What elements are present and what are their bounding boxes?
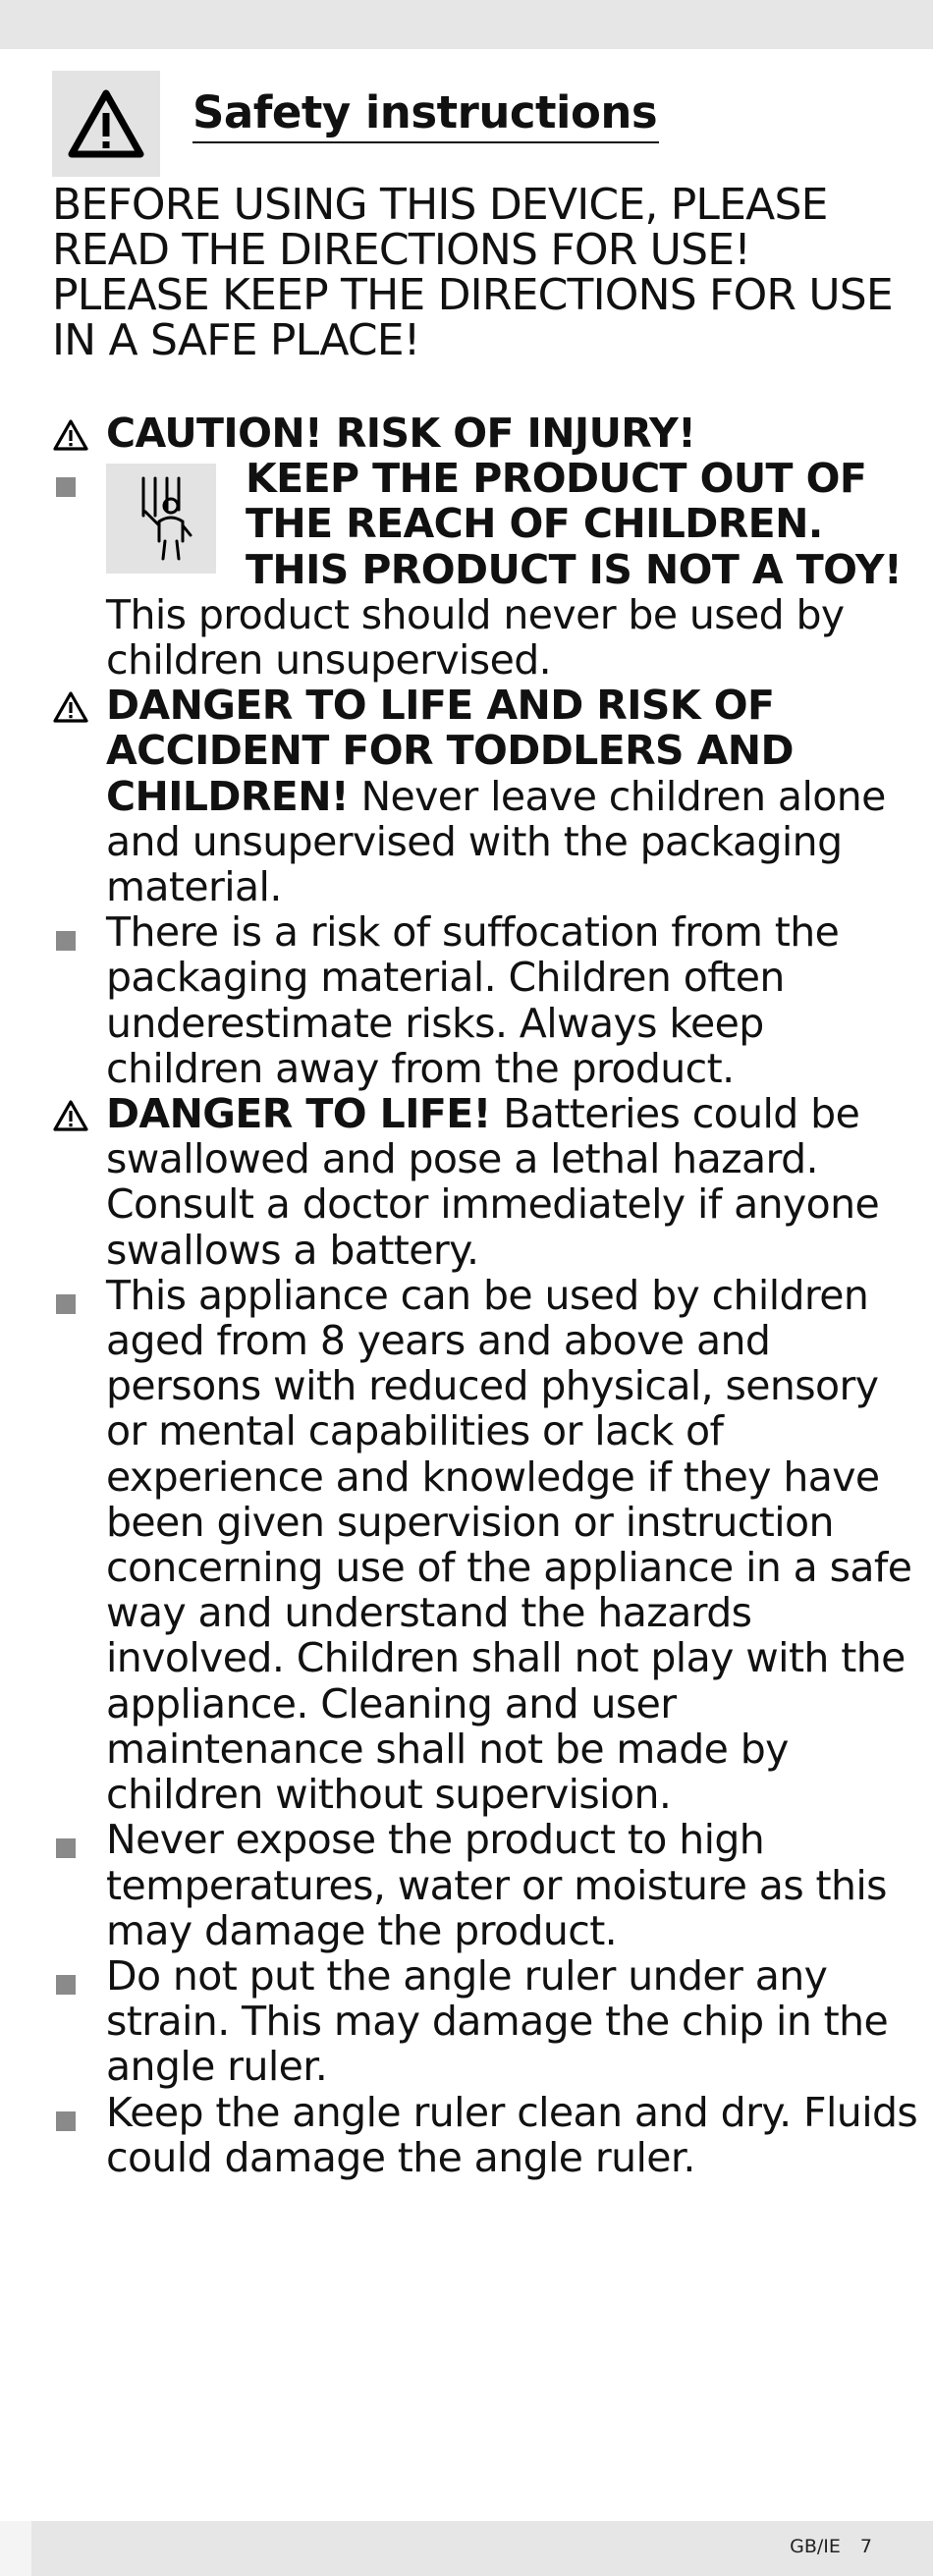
danger-batteries-item xyxy=(52,1091,926,1273)
high-temp-item xyxy=(52,1817,926,1953)
danger-toddlers-heading: DANGER TO LIFE AND RISK OF ACCIDENT FOR TODDLERS AND CHILDREN! xyxy=(106,682,794,820)
bullet-square xyxy=(52,1273,106,1318)
appliance-use-item xyxy=(52,1273,926,1817)
bullet-square xyxy=(52,1817,106,1862)
page-number: 7 xyxy=(859,2536,872,2557)
warning-triangle-icon xyxy=(52,71,160,177)
bullet-square xyxy=(52,909,106,955)
footer-edge-block xyxy=(0,2521,31,2576)
bullet-square xyxy=(52,1953,106,1999)
intro-line: BEFORE USING THIS DEVICE, PLEASE xyxy=(52,180,828,230)
bullet-square xyxy=(52,456,106,501)
top-margin-bar xyxy=(0,0,933,49)
warning-triangle-icon xyxy=(52,1091,106,1136)
clean-dry-text: Keep the angle ruler clean and dry. Fluids could damage the angle ruler. xyxy=(106,2088,918,2181)
section-title: Safety instructions xyxy=(192,84,659,143)
safety-list xyxy=(52,411,926,2180)
child-safety-icon xyxy=(106,464,216,574)
danger-toddlers-item xyxy=(52,683,926,909)
warning-triangle-icon xyxy=(52,683,106,728)
page-footer xyxy=(790,2536,872,2557)
high-temp-text: Never expose the product to high temperatures, water or moisture as this may damage the product. xyxy=(106,1816,887,1954)
suffocation-item xyxy=(52,909,926,1091)
children-reach-heading: KEEP THE PRODUCT OUT OF THE REACH OF CHILDREN. THIS PRODUCT IS NOT A TOY! xyxy=(246,455,903,593)
intro-notice xyxy=(52,180,916,365)
appliance-use-text: This appliance can be used by children aged from 8 years and above and persons with reduced physical, sensory or mental capabilities or lack of experience and knowledge if they have been given supervision or instruction concerning use of the appliance in a safe way and understand the hazards involved. Children shall not play with the appliance. Cleaning and user maintenance shall not be made by children without supervision. xyxy=(106,1271,912,1819)
strain-text: Do not put the angle ruler under any strain. This may damage the chip in the angle ruler. xyxy=(106,1951,889,2091)
children-reach-text: This product should never be used by children unsupervised. xyxy=(106,590,845,685)
intro-line: IN A SAFE PLACE! xyxy=(52,315,420,365)
bullet-square xyxy=(52,2090,106,2135)
caution-heading: CAUTION! RISK OF INJURY! xyxy=(106,410,696,457)
suffocation-text: There is a risk of suffocation from the packaging material. Children often underestimate risks. Always keep children away from the product. xyxy=(106,908,840,1092)
intro-line: PLEASE KEEP THE DIRECTIONS FOR USE xyxy=(52,270,893,320)
strain-item xyxy=(52,1953,926,2090)
intro-line: READ THE DIRECTIONS FOR USE! xyxy=(52,225,751,275)
children-reach-item xyxy=(52,456,926,683)
danger-batteries-text: Batteries could be swallowed and pose a lethal hazard. Consult a doctor immediately if anyone swallows a battery. xyxy=(106,1090,880,1274)
clean-dry-item xyxy=(52,2090,926,2180)
footer-region: GB/IE xyxy=(790,2536,841,2557)
danger-batteries-heading: DANGER TO LIFE! xyxy=(106,1090,491,1138)
warning-triangle-icon xyxy=(52,411,106,456)
caution-item xyxy=(52,411,926,456)
danger-toddlers-text: Never leave children alone and unsupervised with the packaging material. xyxy=(106,772,886,911)
